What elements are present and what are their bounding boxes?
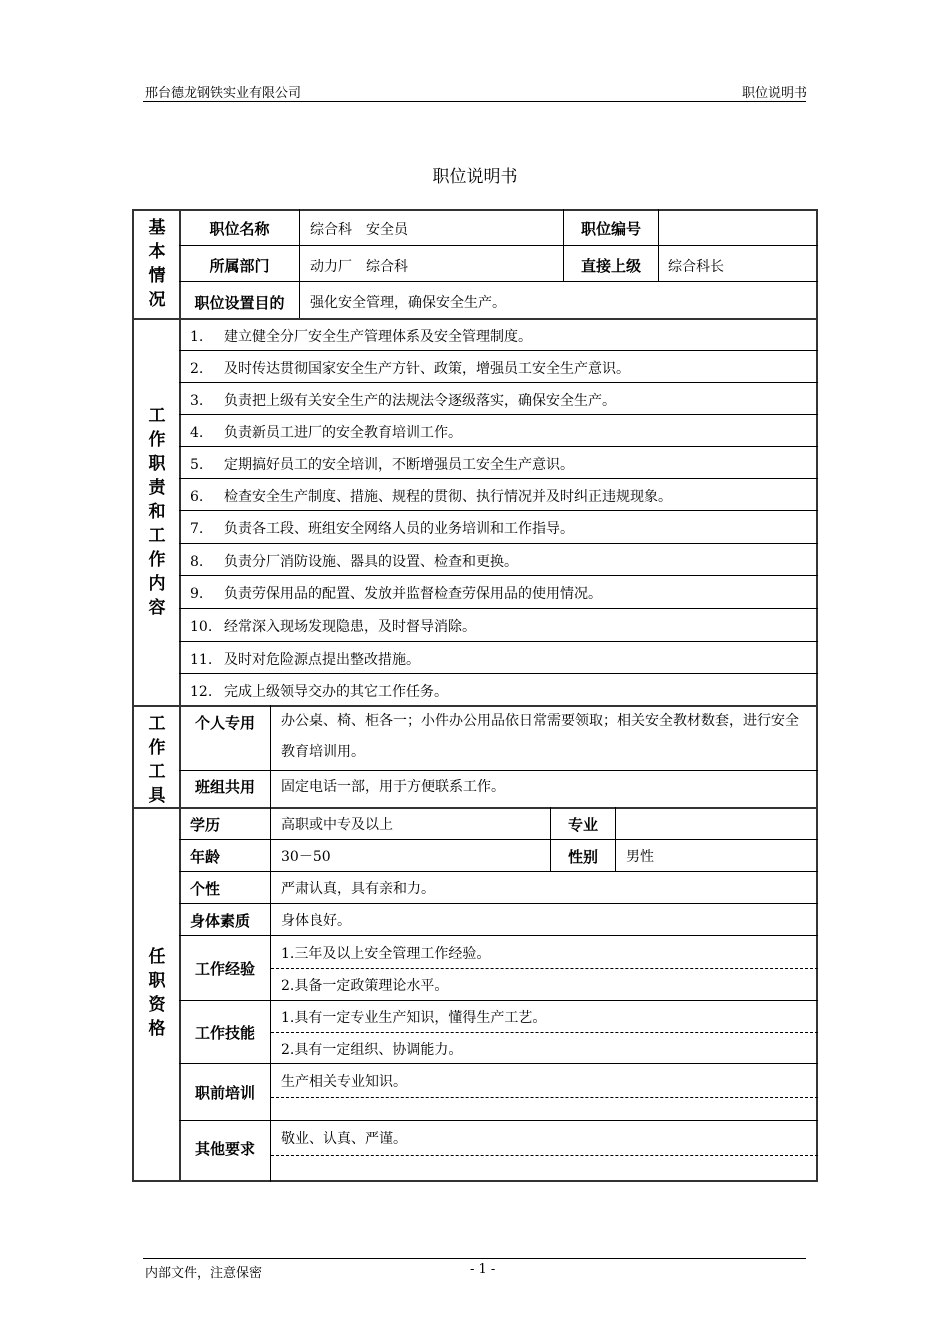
duty-text: 负责劳保用品的配置、发放并监督检查劳保用品的使用情况。 xyxy=(224,586,602,602)
training-label: 职前培训 xyxy=(194,1084,255,1102)
skills-item: 1.具有一定专业生产知识，懂得生产工艺。 xyxy=(281,1010,547,1026)
row-divider xyxy=(179,673,818,674)
section-divider xyxy=(132,318,818,320)
other-requirements-label: 其他要求 xyxy=(194,1140,255,1158)
duty-item xyxy=(190,616,476,636)
header-divider xyxy=(143,101,806,102)
company-name: 邢台德龙钢铁实业有限公司 xyxy=(145,86,302,101)
duty-item xyxy=(190,390,616,410)
duty-item xyxy=(190,326,532,346)
duty-text: 经常深入现场发现隐患，及时督导消除。 xyxy=(224,619,476,635)
row-divider xyxy=(179,446,818,447)
duty-text: 及时对危险源点提出整改措施。 xyxy=(224,652,420,668)
row-divider xyxy=(179,770,270,771)
row-divider xyxy=(270,770,818,771)
duty-number: 4. xyxy=(190,425,204,441)
duty-item xyxy=(190,518,574,538)
supervisor-label: 直接上级 xyxy=(580,257,641,275)
row-divider xyxy=(179,575,818,576)
dashed-divider xyxy=(271,1155,818,1156)
page-number: - 1 - xyxy=(470,1262,496,1277)
duty-number: 6. xyxy=(190,489,204,505)
footer-divider xyxy=(143,1258,806,1259)
row-divider xyxy=(179,414,818,415)
duty-number: 3. xyxy=(190,393,204,409)
gender-label: 性别 xyxy=(567,848,598,866)
row-divider xyxy=(179,903,818,904)
row-divider xyxy=(179,382,818,383)
duty-text: 完成上级领导交办的其它工作任务。 xyxy=(224,684,448,700)
duty-number: 5. xyxy=(190,457,204,473)
dashed-divider xyxy=(271,968,818,969)
purpose-label: 职位设置目的 xyxy=(194,294,285,312)
major-label: 专业 xyxy=(567,816,598,834)
row-divider xyxy=(179,1063,818,1064)
section-tools-label: 工作工具 xyxy=(148,714,166,806)
page-title: 职位说明书 xyxy=(432,167,518,187)
section-divider xyxy=(132,807,818,809)
physical-label: 身体素质 xyxy=(190,912,251,930)
education-label: 学历 xyxy=(190,816,221,834)
duty-text: 负责分厂消防设施、器具的设置、检查和更换。 xyxy=(224,554,518,570)
personality-value: 严肃认真，具有亲和力。 xyxy=(281,881,435,897)
duty-item xyxy=(190,681,448,701)
row-divider xyxy=(179,478,818,479)
section-qualifications-label: 任职资格 xyxy=(148,947,166,1039)
duty-text: 负责新员工进厂的安全教育培训工作。 xyxy=(224,425,462,441)
skills-item: 2.具有一定组织、协调能力。 xyxy=(281,1042,463,1058)
row-divider xyxy=(179,641,818,642)
position-name-label: 职位名称 xyxy=(209,220,270,238)
duty-item xyxy=(190,486,672,506)
column-divider xyxy=(270,705,271,1182)
duty-text: 检查安全生产制度、措施、规程的贯彻、执行情况并及时纠正违规现象。 xyxy=(224,489,672,505)
team-tools-value: 固定电话一部，用于方便联系工作。 xyxy=(281,779,505,795)
row-divider xyxy=(179,510,818,511)
personal-tools-value: 办公桌、椅、柜各一；小件办公用品依日常需要领取；相关安全教材数套，进行安全教育培训用。 xyxy=(281,713,799,760)
training-value: 生产相关专业知识。 xyxy=(281,1074,407,1090)
duty-text: 定期搞好员工的安全培训，不断增强员工安全生产意识。 xyxy=(224,457,574,473)
supervisor-value: 综合科长 xyxy=(668,259,724,275)
duty-item xyxy=(190,358,630,378)
purpose-value: 强化安全管理，确保安全生产。 xyxy=(310,295,506,311)
row-divider xyxy=(179,281,818,282)
duty-number: 7. xyxy=(190,521,204,537)
experience-item: 1.三年及以上安全管理工作经验。 xyxy=(281,946,491,962)
header-doc-type: 职位说明书 xyxy=(741,86,807,101)
position-name-value: 综合科 安全员 xyxy=(310,222,408,238)
experience-label: 工作经验 xyxy=(194,960,255,978)
duty-number: 9. xyxy=(190,586,204,602)
duty-item xyxy=(190,649,420,669)
row-divider xyxy=(179,245,818,246)
row-divider xyxy=(179,608,818,609)
physical-value: 身体良好。 xyxy=(281,913,351,929)
row-divider xyxy=(179,1000,818,1001)
section-basic-label: 基本情况 xyxy=(148,218,166,310)
gender-value: 男性 xyxy=(626,849,654,865)
duty-text: 建立健全分厂安全生产管理体系及安全管理制度。 xyxy=(224,329,532,345)
age-label: 年龄 xyxy=(190,848,221,866)
duty-number: 8. xyxy=(190,554,204,570)
experience-item: 2.具备一定政策理论水平。 xyxy=(281,978,449,994)
duty-number: 1. xyxy=(190,329,204,345)
department-label: 所属部门 xyxy=(209,257,270,275)
duty-number: 10. xyxy=(190,619,213,635)
row-divider xyxy=(179,871,818,872)
personality-label: 个性 xyxy=(190,880,221,898)
row-divider xyxy=(179,935,818,936)
duty-item xyxy=(190,583,602,603)
column-divider xyxy=(299,209,300,318)
duty-item xyxy=(190,454,574,474)
duty-text: 负责各工段、班组安全网络人员的业务培训和工作指导。 xyxy=(224,521,574,537)
row-divider xyxy=(179,1120,818,1121)
duty-item xyxy=(190,422,462,442)
duty-number: 2. xyxy=(190,361,204,377)
duty-number: 12. xyxy=(190,684,213,700)
section-duties-label: 工作职责和工作内容 xyxy=(148,406,166,618)
row-divider xyxy=(179,350,818,351)
other-requirements-value: 敬业、认真、严谨。 xyxy=(281,1131,407,1147)
duty-item xyxy=(190,551,518,571)
personal-tools-label: 个人专用 xyxy=(194,714,255,732)
age-value: 30－50 xyxy=(281,849,331,865)
position-code-label: 职位编号 xyxy=(580,220,641,238)
footer-confidential-note: 内部文件，注意保密 xyxy=(145,1266,263,1281)
row-divider xyxy=(179,543,818,544)
duty-number: 11. xyxy=(190,652,213,668)
skills-label: 工作技能 xyxy=(194,1024,255,1042)
dashed-divider xyxy=(271,1097,818,1098)
duty-text: 及时传达贯彻国家安全生产方针、政策，增强员工安全生产意识。 xyxy=(224,361,630,377)
education-value: 高职或中专及以上 xyxy=(281,817,393,833)
department-value: 动力厂 综合科 xyxy=(310,259,408,275)
dashed-divider xyxy=(271,1032,818,1033)
team-tools-label: 班组共用 xyxy=(194,778,255,796)
duty-text: 负责把上级有关安全生产的法规法令逐级落实，确保安全生产。 xyxy=(224,393,616,409)
row-divider xyxy=(179,839,818,840)
